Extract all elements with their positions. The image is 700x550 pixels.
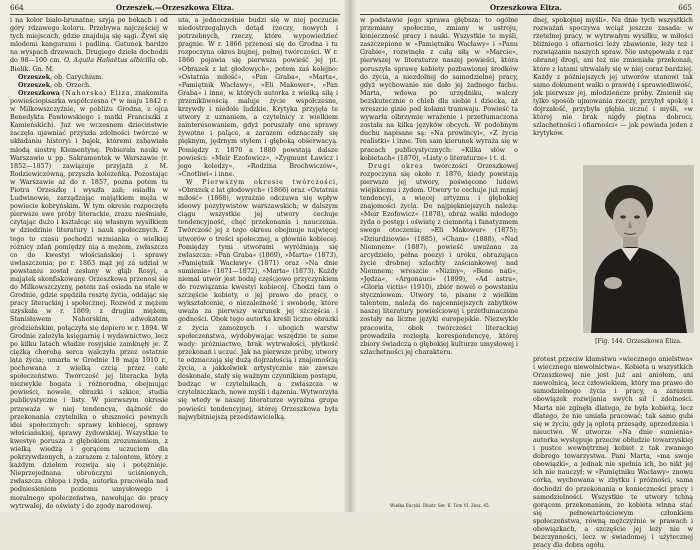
page-footer: Wielka Encykl. Illustr. Ser. II. Tom VI. Zesz. 45. [390,503,491,508]
left-column-2 [178,17,338,507]
left-running-header [10,2,340,13]
right-column-2-bottom [533,356,693,550]
paragraph: w podstawie jego sprawa głębsza: to ogólne przemiany społeczne, zmiany w ustroju, konieczność pracy i nauki. Wszystkie te myśli, zaszczepione w »Pamiętniku Wacławy« i »Panu Grabie«, rozwinęła z całą siłą w »Marcie«, pierwszej w literaturze naszej powieści, która poruszyła sprawę kobiety pozbawionej środków do życia, a niezdolnej do samodzielnej pracy, gdyż wychowanie nie dało jej żadnego fachu. Marta, wdowa po urzędniku, walczy bezskutecznie o chleb dla siebie i dziecka, aż wreszcie ginie pod kołami tramwaju. Powieść ta wywarła olbrzymie wrażenie i przetłumaczona została na kilka języków obcych. W podobnym duchu napisane są: »Na prowincyi«, »Z życia realistki« i inne. Ten sam kierunek wyraża się w pracach publicystycznych: »Kilka słów o kobietach« (1870), »Listy o literaturze« i t. d. [360,17,518,162]
spaced-heading: W Pierwszym okresie twórczości [186,178,336,186]
right-running-title: Orzeszkowa Eliza. [489,3,563,12]
paragraph: W Pierwszym okresie twórczości, »Obrazek z lat głodowych« (1866) oraz »Ostatnia miłość« (1868), wyraźnie odczuwa się wpływ ideowy pozytywistów warszawskich; w dalszym ciągu wszystkie jej utwory cechuje tendencyjność, chęć przekonania i nauczenia. Twórczość jej z tego okresu obejmuje najwięcej utworów o treści społecznej, a głównie kobiecej. Pomiędzy tymi utworami wyróżniają się zwłaszcza: »Pan Graba« (1869), »Marta« (1873), »Pamiętnik Wacławy« (1871) oraz »Na dnie sumienia« (1871—1872), »Marta« (1873). Każdy niemal utwór jest bodaj częściowo przyczynkiem do rozwiązania kwestyi kobiecej. Chodzi tam o szczęście kobiety, o jej prawo do pracy, o wykształcenie, o niezależność i swobodę, które uważa za pierwszy warunek jej szczęścia i godności. Obok tego autorka kreśli liczne obrazki z życia zamożnych i ubogich warstw społeczeństwa, wydobywając wszędzie te same wady: próżniactwo, brak wytrwałości, płytkość przekonań i uczuć. Jak na pierwsze próby, utwory te odznaczają się dużą dojrzałością i znajomością życia, a jakkolwiek artystycznie nie zawsze doskonałe, stały się ważnym czynnikiem postępu, budząc w czytelnikach, a zwłaszcza w czytelniczkach, nowe myśli i dążenia. Wytworzyła się wtedy w naszej literaturze wyraźna grupa powieści tendencyjnej, której Orzeszkowa była najwybitniejszą przedstawicielką. [178,178,338,421]
spaced-heading: Drugi okres [368,162,424,170]
paragraph: protest przeciw kłamstwu »wiecznego anielstwa« i wiecznego niewolnictwa«. Kobieta u wszystkich Orzeszkowej nie jest już ani aniołem, ani niewolnicą, lecz człowiekiem, który ma prawo do samodzielnego życia i pracy, a zarazem obowiązek rozwijania swych sił i zdolności. Marta nie zginęła dlatego, że była kobietą, lecz dlatego, że nie umiała pracować; tak samo gubi się w życiu, gdy ją oplotą przesądy, uprzedzenia i nieuctwo. W utworze »Na dnie sumienia« autorka występuje przeciw obłudzie towarzyskiej i pustce wewnętrznej kobiet z tak zwanego dobrego towarzystwa. Pani Marta, »ma swoje obowiązki«, a jednak nie spełnia ich, bo nikt jej ich nie nauczył; w »Pamiętniku Wacławy« znowu córka, wychowana w zbytku i próżności, sama dochodzi do przekonania o konieczności pracy i samodzielności. Wszystkie te utwory tchną gorącem przekonaniem, że kobieta winna stać się pełnowartościowym członkiem społeczeństwa, równą mężczyźnie w prawach i obowiązkach, a szczęście jej leży nie w bezczynności, lecz w świadomej i użytecznej pracy dla dobra ogółu. [533,356,693,550]
paragraph: Orzeszkowa (Nahorska) Eliza, znakomita powieściopisarka współczesna (* w maju 1842 r. w Milkowszczyźnie, w pobliżu Grodna, z ojca Benedykta Pawłowskiego i matki Franciszki z Kamieńskich). Już we wczesnem dzieciństwie zaczęła ujawniać przyszła zdolności twórcze w układaniu historyi i bajek, któremi zabawiała młodą siostrę Klementynę. Pobierała nauki w Warszawie u pp. Sakramentek w Warszawie (r. 1852—1857) zawiązuje przyjaźń z M. Rodziewiczówną, przyszła kolezeńką. Pozostając w Warszawie aż do r. 1857, pozna potem tu Piotra Orzeszkę i wyszła zań; osiadła w Ludwinowie, zarządzając majątkiem męża w powiecie kobryńskim. W tym okresie rozpoczęła pierwsze swe próby literackie, zrazu nieśmiałe, czytając dużo i kształcąc się własnym wysiłkiem w dziedzinie literatury i nauk społecznych. Z tego to czasu pochodzi wzmianka o wielkiej różnicy zdań pomiędzy nią a mężem, zwłaszcza co do kwestyi włościańskiej i sprawy uwłaszczenia; po r. 1863 mąż jej za udział w powstaniu został zesłany w głąb Rosyi, a majątek skonfiskowany. Orzeszkowa przenosi się do Milkowszczyzny, potem zaś osiada na stałe w Grodnie, gdzie spędziła resztę życia, oddając się pracy literackiej i społecznej. Rozwód z mężem uzyskała w r. 1869; z drugim mężem, Stanisławem Nahorskim, adwokatem grodzieńskim, połączyła się dopiero w r. 1894. W Grodnie założyła księgarnię i wydawnictwo, lecz po kilku latach władze rosyjskie zamknęły je. Z ciężką chorobą serca walczyła przez ostatnie lata życia; umarła w Grodnie 18 maja 1910 r., pochowana z wielką czcią przez całe społeczeństwo. Twórczość jej literacka była niezwykle bogata i różnorodna, obejmując powieści, nowele, obrazki i szkice, studia publicystyczne i listy. W pierwszym okresie przeważa w niej tendencya, dążność do przekonania czytelnika o słuszności pewnych idei społecznych: sprawy kobiecej, sprawy włościańskiej, sprawy żydowskiej. Wszystkie te kwestye porusza z głębokiem zrozumieniem, z wielką wiedzą i gorącem uczuciem dla pokrzywdzonych, a zarazem z talentem, który z każdym dziełem rozwija się i potężnieje. Nieprzejednana obrończyni uciśnionych, zwłaszcza chłopa i żyda, autorka pracowała nad podniesieniem poziomu umysłowego i moralnego społeczeństwa, nawołując do pracy wytrwałej, do oświaty i do zgody narodowej. [10,89,168,510]
entry-heading: Orzeszek [18,73,51,81]
paragraph: dnej, spokojnej myśli«. Na dnie tych wszystkich rozważań spoczywa wciąż jeszcze zasada: w rzetelnej pracy, w wytrwałym wysiłku, w miłości bliźniego i ofiarności leży zbawienie, leży też i rozwiązanie naszych spraw. Nie ustępowała z raz obranej drogi, ani też nie zmieniała przekonań, które z latami utrwalały się w niej coraz bardziej. Każdy z późniejszych jej utworów stanowi tak samo dokument walki o prawdę i sprawiedliwość, jak pierwsze jej, młodzieńcze próby. Zmienił się tylko sposób ujmowania rzeczy, przybył spokój i dojrzałość, przybyła głębia uczuć i myśli, »w której nie brak nigdy piętna dobroci, szlachetności i ofiarności« — jak powiada jeden z krytyków. [533,17,693,138]
left-page [0,0,350,512]
right-column-2-top [533,17,693,160]
right-running-header [360,2,692,13]
right-column-1 [360,17,518,495]
left-column-1 [10,17,168,510]
paragraph: Orzeszek, ob. Orzech. [18,81,92,89]
latin-name: O. Aquila Haliaëtus albicilla [63,57,156,65]
entry-heading: Orzeszkowa [18,89,60,97]
portrait-photo [583,165,694,333]
right-page-number: 665 [678,3,692,12]
right-header-rule [360,14,692,15]
left-header-rule [10,14,340,15]
entry-heading: Orzeszek [18,81,51,89]
book-gutter-shadow [343,0,357,512]
paragraph: uta, a jednocześnie budzi się w niej poczucie niedostrzegalnych dotąd rzeczy, nowych i potrzebnych, rzeczy, które wypowiedzieć pragnie. W r. 1866 przenosi się do Grodna i tu rozpoczyna okres bujnej, pełnej twórczości. W r. 1866 pojawia się pierwsza powieść jej pt. »Obrazek z lat głodowych«, potem zaś kolejno: »Ostatnia miłość«, »Pan Graba«, »Marta«, »Pamiętnik Wacławy«, »Eli Makower«, »Pan Graba« i inne, w których autorka z wielką siłą i przenikliwością maluje życie współczesne, krzywdy i niedole ludzkie. Krytyka przyjęła te utwory z uznaniem, a czytelnicy z wielkiem zainteresowaniem, gdyż poruszały one sprawy żywotne i palące, a zarazem odznaczały się pięknym, jędrnym stylem i głęboką obserwacyą. Pomiędzy r. 1870 a 1880 powstają dalsze powieści: »Meir Ezofowicz«, »Zygmunt Ławicz i jego koledzy«, »Rodzina Brochwiczów«, »Cnotliwi« i inne. [178,17,338,178]
paragraph: Orzeszek, ob. Carychium. [18,73,104,81]
portrait-image [583,165,694,333]
left-running-title: Orzeszek.—Orzeszkowa Eliza. [115,3,235,12]
left-page-number: 664 [10,3,24,12]
paragraph: i na kolor biało-brunatne; szyja po bokach i od góry rdzawego koloru. Przebywa najczęściej w tych miejscach, gdzie znajdują się sągi. Żywi się mlodemi kangurami i padliną. Gatunek bardzo na wyspach drzewach. Drugiego dzieła dochodzi do 98—100 cm. O. Aquila Haliaëtus albicilla ob. Bielik. Gn. M. [10,17,168,73]
paragraph: Drugi okres twórczości Orzeszkowej rozpoczyna się około r. 1876, kiedy powstają pierwsze jej utwory, poświęcone ludowi wiejskiemu i żydom. Utwory te cechuje już mniej tendencyi, a więcej artyzmu i głębokiej znajomości życia. Do najpiękniejszych należą: »Meir Ezofowicz« (1878), obraz walki młodego żyda o postęp i oświatę z ciemnotą i fanatyzmem swego otoczenia; »Eli Makower« (1875); »Dziurdziowie« (1885), »Cham« (1888), »Nad Niemnem« (1887), powieść uważana za arcydzieło, pełna poezyi i uroku, obrazująca życie drobnej szlachty zaściankowej nad Niemnem; wreszcie »Niziny«, »Bene nati«, »Jędza«, »Argonauci« (1899), »Ad astra«, »Gloria victis« (1910), zbiór nowel o powstaniu styczniowem. Utwory te, pisane z wielkim talentem, należą do najcenniejszych zabytków naszej literatury powieściowej i przetłumaczone zostały na liczne języki europejskie. Niezwykle pracowita, obok twórczości literackiej prowadziła rozległą korespondencyę, której zbiory świadczą o głębokiej kulturze umysłowej i szlachetności jej charakteru. [360,162,518,356]
photo-caption: [Fig. 144. Orzeszkowa Eliza. [595,338,682,345]
